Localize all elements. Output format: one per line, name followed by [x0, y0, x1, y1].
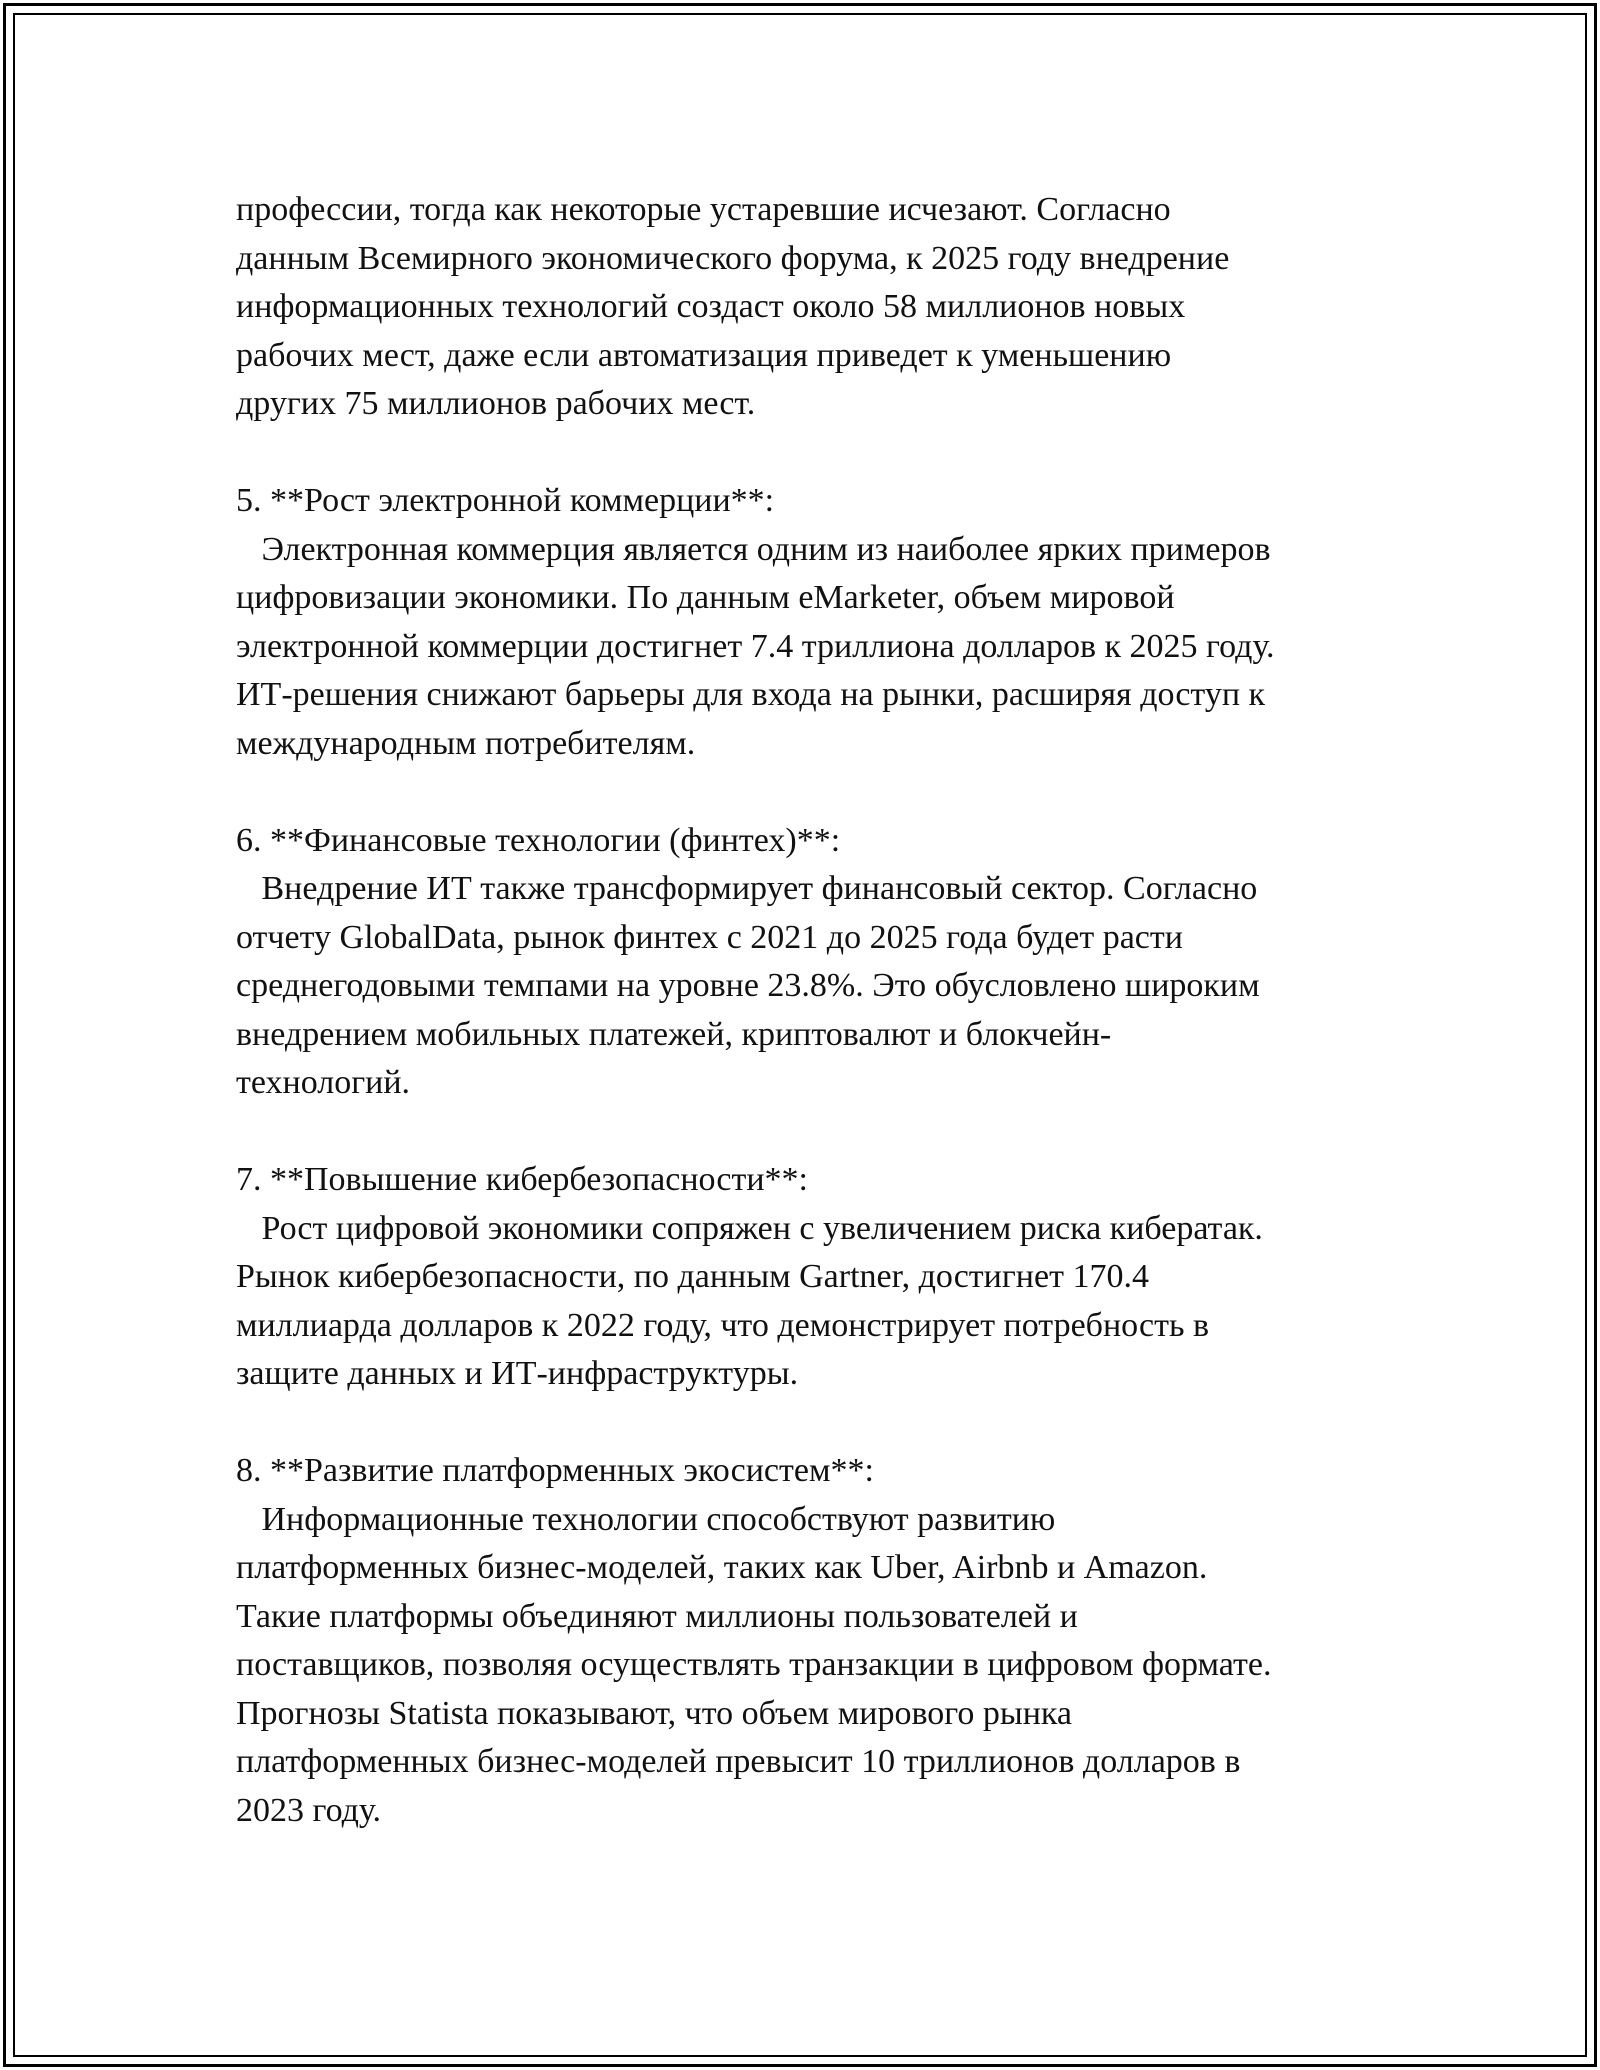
text-line: цифровизации экономики. По данным eMarketer, объем мировой — [236, 579, 1175, 616]
text-line: международным потребителям. — [236, 724, 696, 762]
text-line: платформенных бизнес-моделей, таких как Uber, Airbnb и Amazon. — [236, 1549, 1208, 1586]
text-line: среднегодовыми темпами на уровне 23.8%. Это обусловлено широким — [236, 967, 1260, 1004]
text-line: отчету GlobalData, рынок финтех с 2021 до 2025 года будет расти — [236, 918, 1183, 956]
text-line: Рост цифровой экономики сопряжен с увеличением риска кибератак. — [236, 1209, 1263, 1247]
text-line: миллиарда долларов к 2022 году, что демонстрирует потребность в — [236, 1306, 1210, 1344]
text-line: информационных технологий создаст около 58 миллионов новых — [236, 288, 1186, 325]
text-line: ИТ-решения снижают барьеры для входа на рынки, расширяя доступ к — [236, 676, 1266, 713]
section-heading: 8. **Развитие платформенных экосистем**: — [236, 1452, 874, 1489]
section-heading: 5. **Рост электронной коммерции**: — [236, 482, 775, 519]
text-line: Такие платформы объединяют миллионы пользователей и — [236, 1597, 1078, 1635]
text-line: 2023 году. — [236, 1791, 382, 1829]
paragraph-intro-continuation — [236, 186, 1416, 429]
section-cybersecurity — [236, 1156, 1416, 1399]
text-line: платформенных бизнес-моделей превысит 10 триллионов долларов в — [236, 1743, 1241, 1780]
paragraph-gap — [236, 1108, 1416, 1157]
text-line: технологий. — [236, 1064, 411, 1101]
text-line: защите данных и ИТ-инфраструктуры. — [236, 1355, 799, 1392]
paragraph-gap — [236, 1399, 1416, 1448]
paragraph-gap — [236, 768, 1416, 817]
text-line: электронной коммерции достигнет 7.4 триллиона долларов к 2025 году. — [236, 627, 1275, 665]
section-heading: 7. **Повышение кибербезопасности**: — [236, 1161, 808, 1198]
text-line: других 75 миллионов рабочих мест. — [236, 385, 756, 422]
text-line: Прогнозы Statista показывают, что объем мирового рынка — [236, 1694, 1073, 1732]
text-line: Информационные технологии способствуют развитию — [236, 1500, 1056, 1538]
text-line: рабочих мест, даже если автоматизация приведет к уменьшению — [236, 336, 1172, 374]
text-line: Электронная коммерция является одним из наиболее ярких примеров — [236, 530, 1271, 568]
text-line: профессии, тогда как некоторые устаревшие исчезают. Согласно — [236, 191, 1171, 228]
document-body — [236, 186, 1416, 1835]
paragraph-gap — [236, 429, 1416, 478]
section-ecommerce — [236, 477, 1416, 768]
text-line: Внедрение ИТ также трансформирует финансовый сектор. Согласно — [236, 870, 1258, 907]
section-platform-ecosystems — [236, 1447, 1416, 1835]
text-line: поставщиков, позволяя осуществлять транзакции в цифровом формате. — [236, 1646, 1272, 1683]
text-line: данным Всемирного экономического форума, к 2025 году внедрение — [236, 239, 1230, 277]
text-line: Рынок кибербезопасности, по данным Gartner, достигнет 170.4 — [236, 1258, 1149, 1295]
section-heading: 6. **Финансовые технологии (финтех)**: — [236, 821, 841, 859]
text-line: внедрением мобильных платежей, криптовалют и блокчейн- — [236, 1015, 1112, 1053]
section-fintech — [236, 817, 1416, 1108]
